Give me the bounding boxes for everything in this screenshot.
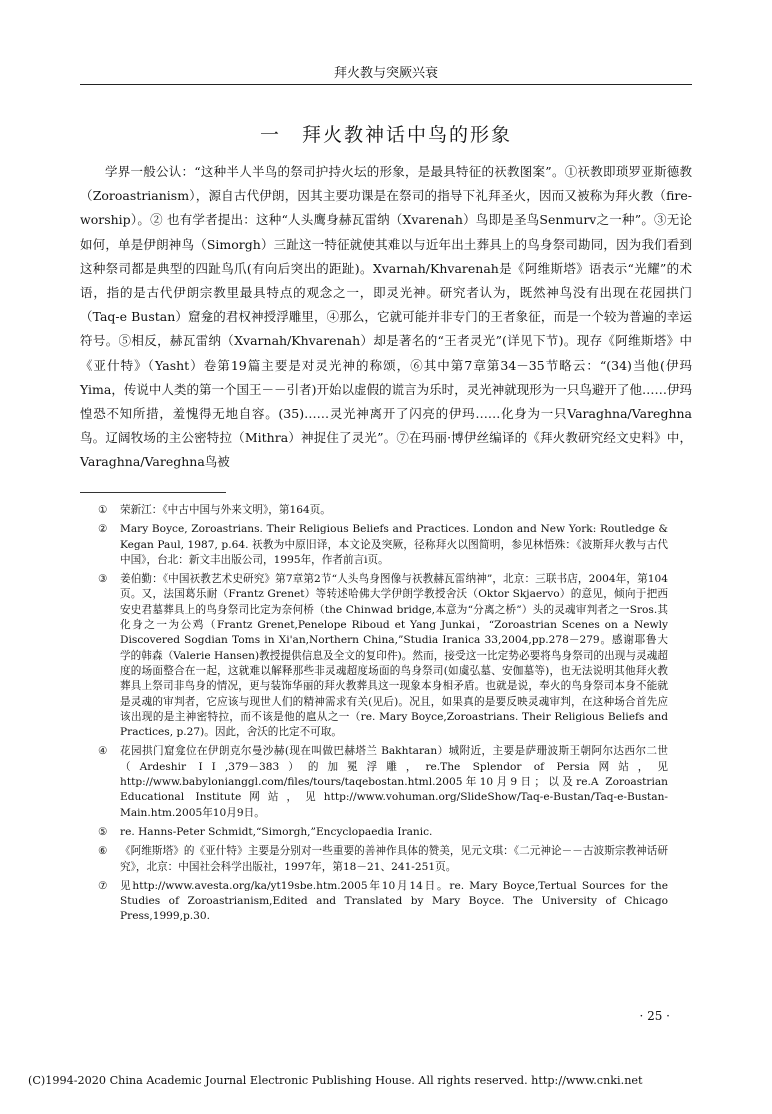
footnote-text: Mary Boyce, Zoroastrians. Their Religious Beliefs and Practices. London and New York: Routledge & Kegan Paul, 1987, p.64. 祆教为中原旧译，本文论及突厥，径称拜火以图简明，参见林悟殊：《波斯拜火教与古代中国》，台北：新文丰出版公司，1995年，作者前言i页。: [120, 523, 668, 566]
section-title: 一 拜火教神话中鸟的形象: [259, 124, 512, 146]
footnote-text: 荣新江：《中古中国与外来文明》，第164页。: [120, 504, 331, 516]
footnote-number: ③: [98, 573, 108, 586]
footnotes: [98, 503, 668, 929]
header-rule: [80, 84, 692, 85]
running-head: 拜火教与突厥兴衰: [333, 66, 438, 81]
footnote-number: ⑥: [98, 845, 108, 858]
footnote-2: [98, 522, 668, 568]
footnote-number: ②: [98, 523, 108, 536]
page-number: · 25 ·: [639, 1009, 670, 1023]
body-text: [80, 160, 692, 475]
footnote-text: 见http://www.avesta.org/ka/yt19sbe.htm.2005年10月14日。re. Mary Boyce,Tertual Sources for the Studies of Zoroastrianism,Edited and Translated by Mary Boyce. The University of Chicago Press,1999,p.30.: [120, 879, 668, 923]
footnote-text: 花园拱门窟龛位在伊朗克尔曼沙赫(现在叫做巴赫塔兰 Bakhtaran）城附近，主要是萨珊波斯王朝阿尔达西尔二世（Ardeshir ⅠⅠ,379－383）的加冕浮雕，re.The Splendor of Persia网站，见http://www.babylonianggl.com/files/tours/taqebostan.html.2005年10月9日；以及re.A Zoroastrian Educational Institute网站，见http://www.vohuman.org/SlideShow/Taq-e-Bustan/Taq-e-Bustan-Main.htm.2005年10月9日。: [120, 745, 668, 819]
footnote-number: ⑤: [98, 825, 108, 838]
copyright-footer: (C)1994-2020 China Academic Journal Electronic Publishing House. All rights reserved. http://www.cnki.net: [28, 1074, 643, 1087]
footnote-number: ④: [98, 745, 108, 758]
footnote-3: [98, 572, 668, 740]
footnote-number: ①: [98, 504, 108, 516]
footnote-text: 姜伯勤：《中国祆教艺术史研究》第7章第2节“人头鸟身图像与祆教赫瓦雷纳神”，北京：三联书店，2004年，第104页。又，法国葛乐耐（Frantz Grenet）等转述哈佛大学伊朗学教授舍沃（Oktor Skjaervo）的意见，倾向于把西安史君墓葬具上的鸟身祭司比定为奈何桥（the Chinwad bridge,本意为“分离之桥”）头的灵魂审判者之一Sros.其化身之一为公鸡（Frantz Grenet,Penelope Riboud et Yang Junkai，“Zoroastrian Scenes on a Newly Discovered Sogdian Toms in Xi'an,Northern China,”Studia Iranica 33,2004,pp.278－279。感谢耶鲁大学的韩森（Valerie Hansen)教授提供信息及全文的复印件)。然而，接受这一比定势必要将鸟身祭司的出现与灵魂超度的场面整合在一起，这就难以解释那些非灵魂超度场面的鸟身祭司(如虞弘墓、安伽墓等)，也无法说明其他拜火教葬具上祭司非鸟身的情况，更与装饰华丽的拜火教葬具这一现象本身相矛盾。也就是说，奉火的鸟身祭司本身不能就是灵魂的审判者，它应该与现世人们的精神需求有关(见后)。况且，如果真的是要反映灵魂审判，在这种场合首先应该出现的是主神密特拉，而不该是他的扈从之一（re. Mary Boyce,Zoroastrians. Their Religious Beliefs and Practices, p.27)。因此，舍沃的比定不可取。: [120, 573, 668, 739]
footnote-6: [98, 844, 668, 875]
footnote-number: ⑦: [98, 879, 108, 892]
footnote-text: re. Hanns-Peter Schmidt,“Simorgh,”Encyclopaedia Iranic.: [120, 825, 433, 838]
footnote-4: [98, 744, 668, 820]
body-paragraph: 学界一般公认：“这种半人半鸟的祭司护持火坛的形象，是最具特征的祆教图案”。①祆教即琐罗亚斯德教（Zoroastrianism），源自古代伊朗，因其主要功课是在祭司的指导下礼拜圣火，因而又被称为拜火教（fire-worship）。② 也有学者提出：这种“人头鹰身赫瓦雷纳（Xvarenah）鸟即是圣鸟Senmurv之一种”。③无论如何，单是伊朗神鸟（Simorgh）三趾这一特征就使其难以与近年出土葬具上的鸟身祭司勘同，因为我们看到这种祭司都是典型的四趾鸟爪(有向后突出的距趾)。Xvarnah/Khvarenah是《阿维斯塔》语表示“光耀”的术语，指的是古代伊朗宗教里最具特点的观念之一，即灵光神。研究者认为，既然神鸟没有出现在花园拱门（Taq-e Bustan）窟龛的君权神授浮雕里，④那么，它就可能并非专门的王者象征，而是一个较为普遍的幸运符号。⑤相反，赫瓦雷纳（Xvarnah/Khvarenah）却是著名的“王者灵光”(详见下节)。现存《阿维斯塔》中《亚什特》（Yasht）卷第19篇主要是对灵光神的称颂，⑥其中第7章第34－35节略云：“(34)当他(伊玛Yima，传说中人类的第一个国王－－引者)开始以虚假的谎言为乐时，灵光神就现形为一只鸟避开了他……伊玛惶恐不知所措，羞愧得无地自容。(35)……灵光神离开了闪亮的伊玛……化身为一只Varaghna/Vareghna鸟。辽阔牧场的主公密特拉（Mithra）神捉住了灵光”。⑦在玛丽·博伊丝编译的《拜火教研究经文史料》中，Varaghna/Vareghna鸟被: [80, 164, 692, 470]
footnote-1: [98, 503, 668, 518]
footnote-rule: [80, 492, 226, 493]
footnote-text: 《阿维斯塔》的《亚什特》主要是分别对一些重要的善神作具体的赞美，见元文琪：《二元神论－－古波斯宗教神话研究》，北京：中国社会科学出版社，1997年，第18－21、241-251页。: [120, 845, 668, 873]
footnote-5: [98, 825, 668, 840]
footnote-7: [98, 879, 668, 925]
